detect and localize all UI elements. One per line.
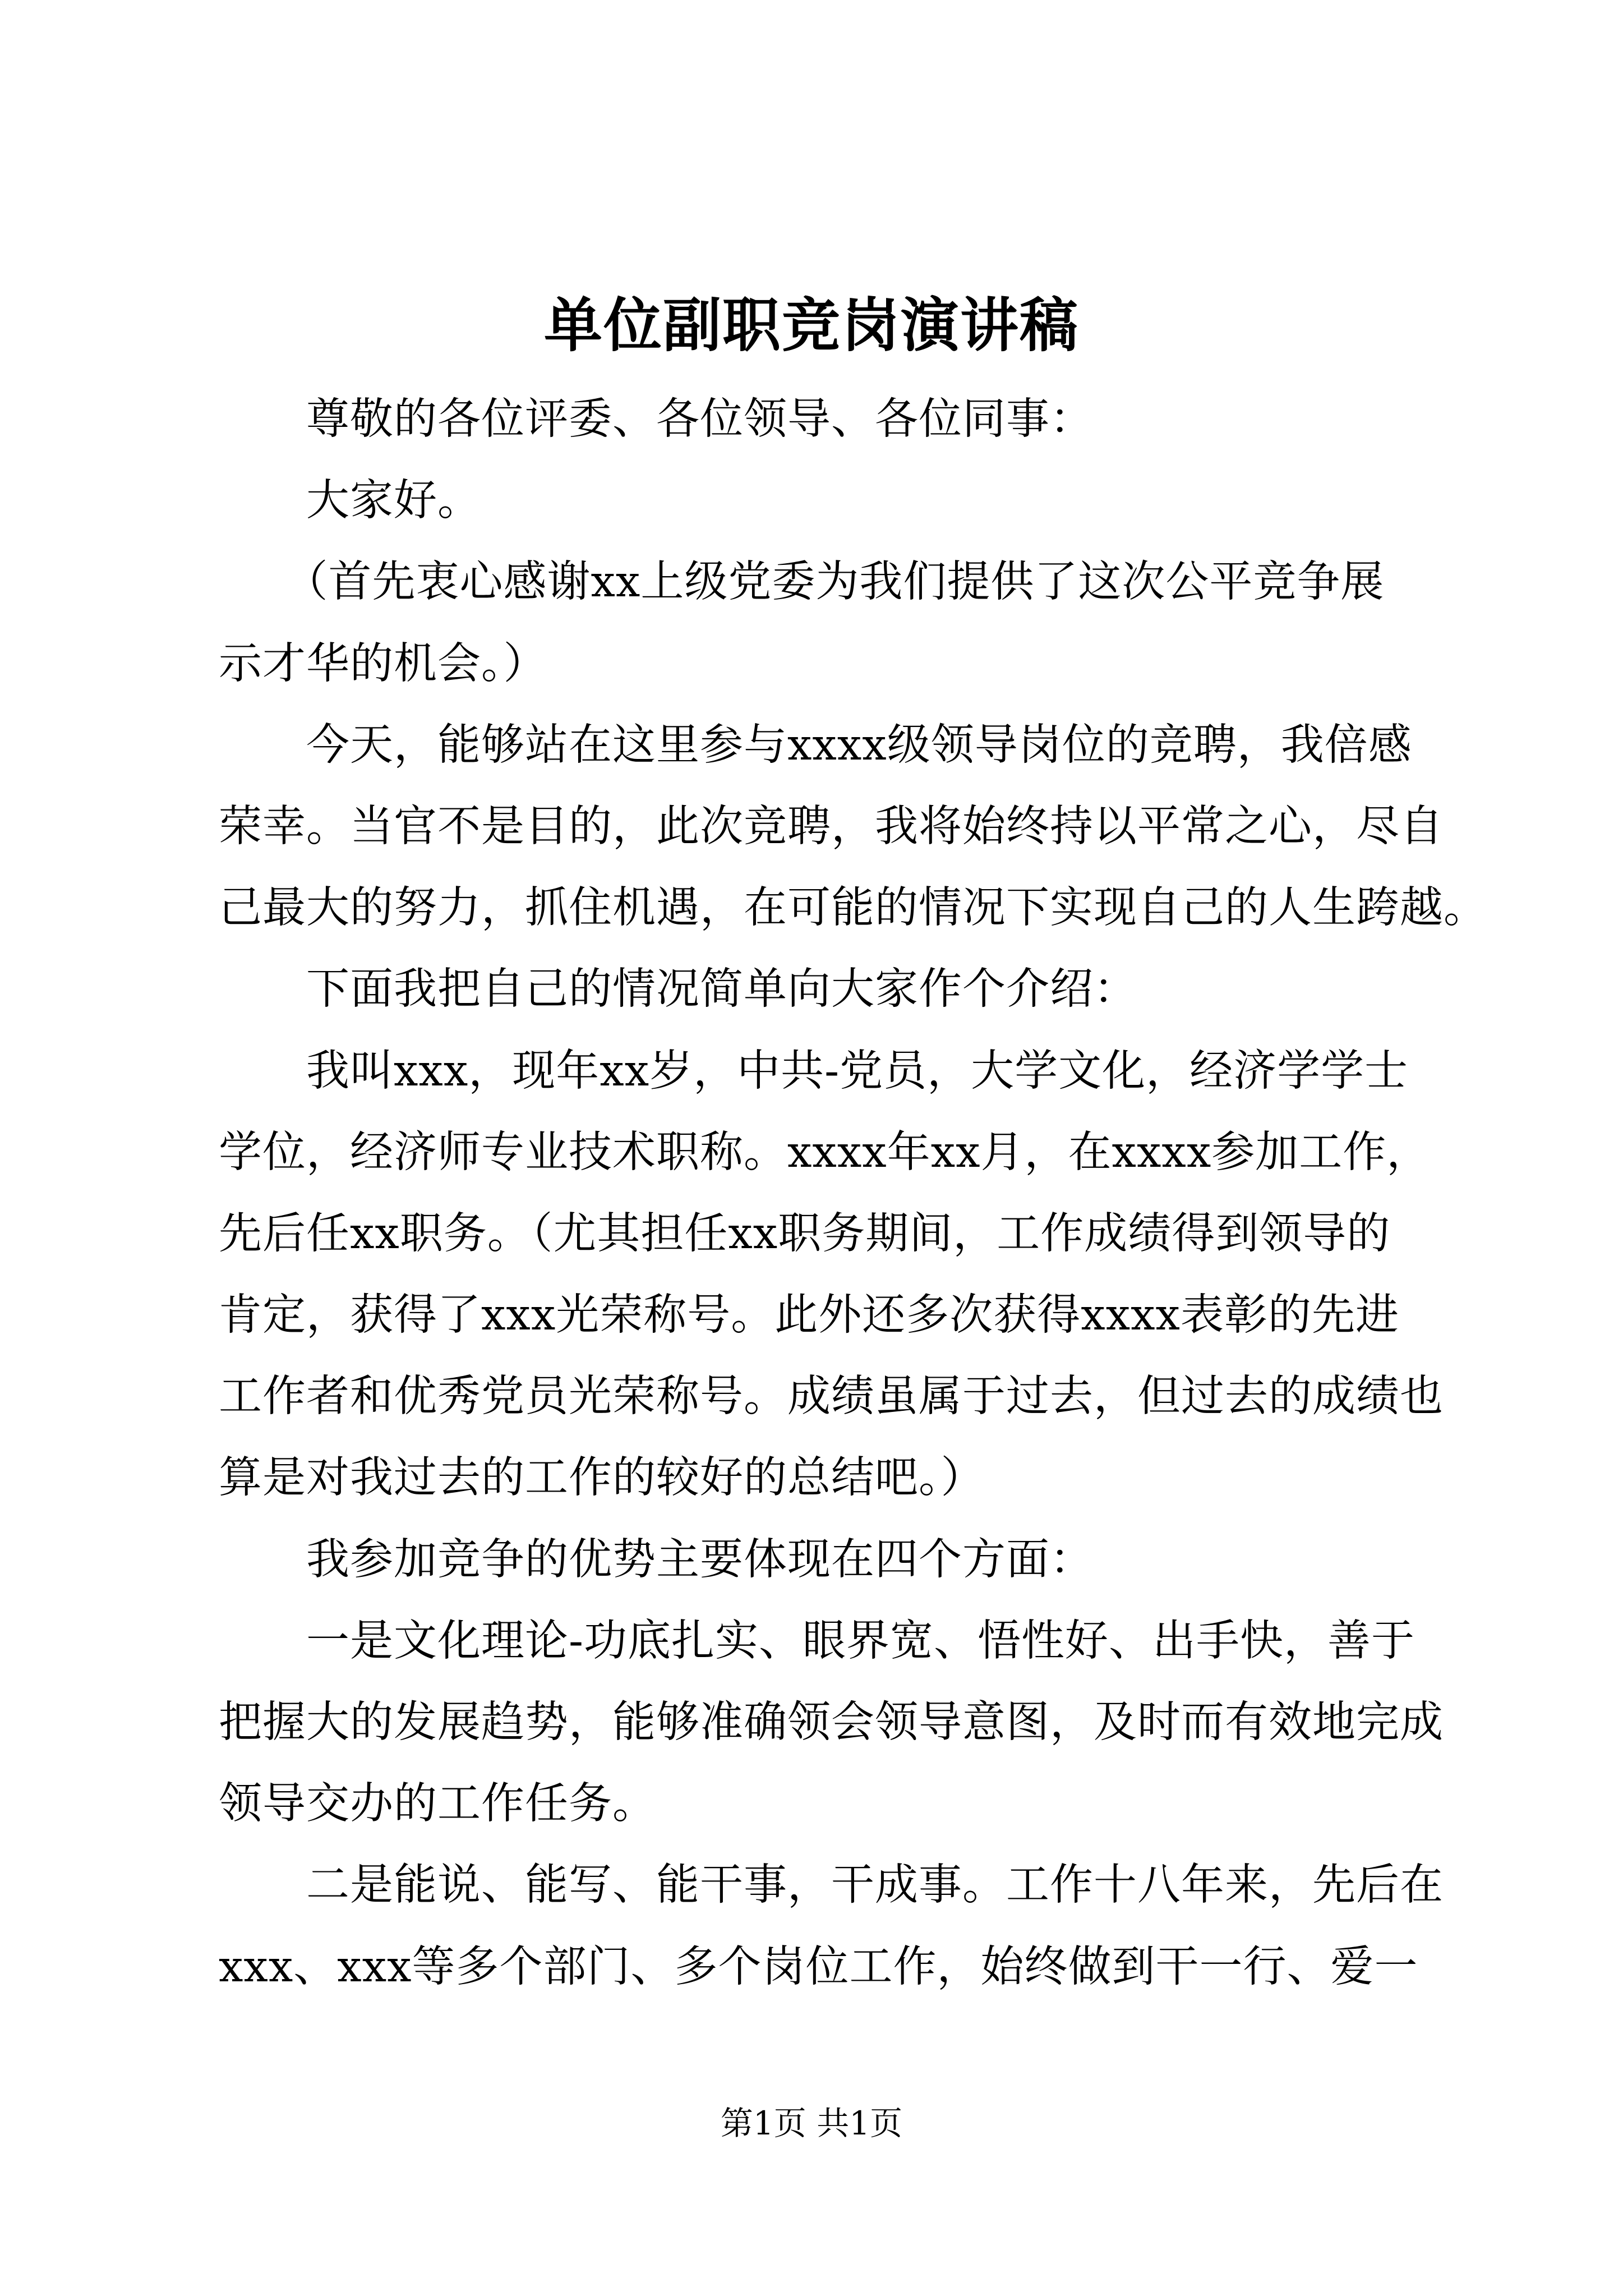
text-line: 工作者和优秀党员光荣称号。成绩虽属于过去，但过去的成绩也 [219, 1372, 1444, 1422]
text-line: 学位，经济师专业技术职称。xxxx年xx月，在xxxx参加工作， [219, 1127, 1431, 1177]
text-line: 今天，能够站在这里参与xxxx级领导岗位的竞聘，我倍感 [219, 720, 1412, 770]
text-line: 己最大的努力，抓住机遇，在可能的情况下实现自己的人生跨越。 [219, 883, 1487, 933]
text-line: 荣幸。当官不是目的，此次竞聘，我将始终持以平常之心，尽自 [219, 801, 1444, 852]
text-line: 一是文化理论-功底扎实、眼界宽、悟性好、出手快，善于 [219, 1616, 1415, 1666]
document-title: 单位副职竞岗演讲稿 [543, 291, 1079, 360]
page-number-footer: 第1页 共1页 [720, 2104, 903, 2142]
text-line: 把握大的发展趋势，能够准确领会领导意图，及时而有效地完成 [219, 1697, 1444, 1747]
text-line: 先后任xx职务。（尤其担任xx职务期间，工作成绩得到领导的 [219, 1208, 1391, 1259]
text-line: 示才华的机会。） [219, 638, 547, 689]
text-line: 算是对我过去的工作的较好的总结吧。） [219, 1453, 985, 1503]
text-line: 下面我把自己的情况简单向大家作个介绍： [219, 964, 1137, 1015]
text-line: 领导交办的工作任务。 [219, 1779, 656, 1829]
text-line: 大家好。 [219, 476, 481, 526]
text-line: 肯定，获得了xxx光荣称号。此外还多次获得xxxx表彰的先进 [219, 1290, 1399, 1341]
text-line: xxx、xxx等多个部门、多个岗位工作，始终做到干一行、爱一 [219, 1941, 1418, 1992]
text-line: 我参加竞争的优势主要体现在四个方面： [219, 1534, 1094, 1585]
text-line: （首先衷心感谢xx上级党委为我们提供了这次公平竞争展 [219, 557, 1385, 608]
text-line: 二是能说、能写、能干事，干成事。工作十八年来，先后在 [219, 1860, 1444, 1911]
text-line: 尊敬的各位评委、各位领导、各位同事： [219, 394, 1094, 444]
text-line: 我叫xxx，现年xx岁，中共-党员，大学文化，经济学学士 [219, 1046, 1409, 1096]
document-body [219, 379, 1487, 2008]
